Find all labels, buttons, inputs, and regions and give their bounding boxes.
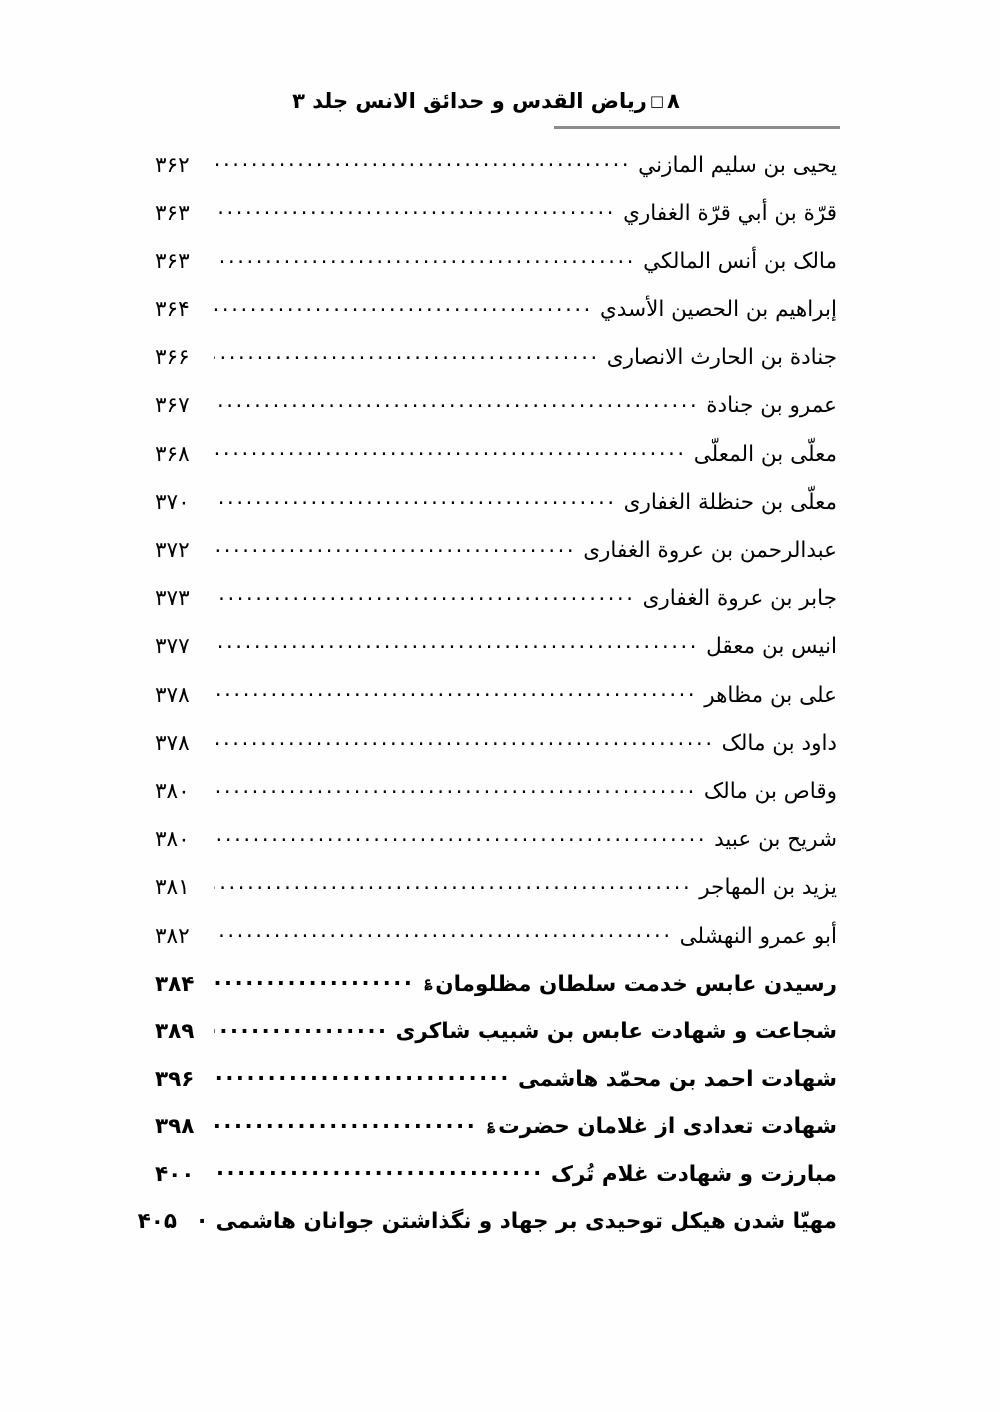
toc-dot-leader	[197, 1207, 209, 1229]
toc-entry-title: عبدالرحمن بن عروة الغفاری	[583, 538, 837, 563]
header-divider	[554, 126, 840, 129]
toc-entry-title: علی بن مظاهر	[704, 682, 837, 708]
toc-entry-title: مهیّا شدن هیکل توحیدی بر جهاد و نگذاشتن جوانان هاشمی	[215, 1209, 837, 1235]
toc-dot-leader	[214, 295, 593, 317]
toc-dot-leader	[214, 680, 697, 702]
toc-entry[interactable]	[137, 1207, 837, 1235]
toc-entry[interactable]	[155, 921, 837, 947]
toc-dot-leader	[214, 969, 414, 991]
toc-dot-leader	[214, 198, 616, 220]
toc-entry-page-number: ۳۷۸	[155, 730, 190, 756]
toc-entry-title: مالک بن أنس المالکي	[643, 248, 837, 274]
toc-entry[interactable]	[155, 198, 837, 224]
toc-dot-leader	[214, 1064, 511, 1086]
toc-dot-leader	[214, 825, 707, 847]
honorific-icon: ؏	[424, 975, 433, 991]
toc-dot-leader	[214, 1159, 544, 1181]
toc-entry[interactable]	[155, 584, 837, 610]
toc-entry[interactable]	[155, 246, 837, 272]
toc-entry-title: وقاص بن مالک	[703, 778, 837, 804]
toc-entry-title: انیس بن معقل	[706, 634, 837, 660]
toc-entry-title: أبو عمرو النهشلی	[679, 923, 837, 949]
toc-entry-page-number: ۳۶۷	[155, 393, 190, 419]
toc-dot-leader	[214, 728, 715, 750]
toc-entry[interactable]	[155, 487, 837, 513]
toc-dot-leader	[214, 246, 636, 268]
toc-entry-page-number: ۳۷۳	[155, 586, 190, 612]
toc-dot-leader	[214, 873, 692, 895]
running-header	[0, 88, 1000, 138]
toc-entry[interactable]	[155, 391, 837, 417]
toc-entry-page-number: ۳۸۱	[155, 875, 190, 901]
toc-entry-page-number: ۳۷۸	[155, 682, 190, 708]
toc-entry-title: شهادت تعدادی از غلامان حضرت؏	[484, 1116, 837, 1138]
toc-entry[interactable]	[155, 680, 837, 706]
toc-entry-page-number: ۳۸۲	[155, 923, 190, 949]
header-book-title: ریاض القدس و حدائق الانس جلد ۳	[292, 89, 647, 113]
toc-entry-page-number: ۳۶۳	[155, 248, 190, 274]
toc-entry-page-number: ۳۶۴	[155, 297, 190, 323]
toc-entry[interactable]	[155, 1159, 837, 1185]
toc-entry[interactable]	[155, 873, 837, 899]
toc-entry[interactable]	[155, 536, 837, 562]
toc-dot-leader	[214, 584, 636, 606]
toc-entry[interactable]	[155, 1064, 837, 1090]
table-of-contents	[137, 150, 837, 1254]
toc-entry[interactable]	[155, 632, 837, 658]
toc-entry-title: معلّی بن حنظلة الغفاری	[623, 489, 837, 515]
toc-dot-leader	[214, 150, 631, 172]
toc-entry-page-number: ۳۷۲	[155, 538, 190, 563]
toc-entry-page-number: ۳۷۰	[155, 489, 190, 515]
toc-entry-title: مبارزت و شهادت غلام تُرک	[550, 1161, 837, 1187]
toc-entry-page-number: ۴۰۵	[137, 1209, 178, 1235]
toc-entry[interactable]	[155, 728, 837, 754]
toc-dot-leader	[214, 439, 687, 461]
toc-entry-title: یحیی بن سلیم المازني	[638, 152, 837, 178]
toc-entry-page-number: ۳۹۸	[155, 1114, 195, 1140]
toc-entry-title: عمرو بن جنادة	[706, 393, 837, 419]
toc-entry[interactable]	[155, 1112, 837, 1138]
toc-entry[interactable]	[155, 439, 837, 465]
toc-entry[interactable]	[155, 776, 837, 802]
header-title-line	[0, 88, 1000, 115]
toc-entry-title: قرّة بن أبي قرّة الغفاري	[623, 200, 837, 226]
toc-entry-title: معلّی بن المعلّی	[693, 441, 837, 467]
toc-entry[interactable]	[155, 295, 837, 321]
toc-dot-leader	[214, 632, 699, 654]
toc-entry-title: یزید بن المهاجر	[699, 875, 837, 901]
toc-entry-page-number: ۳۸۹	[155, 1019, 195, 1045]
toc-dot-leader	[214, 1017, 389, 1039]
toc-entry[interactable]	[155, 150, 837, 176]
toc-entry-title: رسیدن عابس خدمت سلطان مظلومان؏	[421, 974, 837, 996]
toc-entry[interactable]	[155, 1017, 837, 1043]
toc-entry-title: داود بن مالک	[721, 730, 837, 756]
toc-entry-title: جابر بن عروة الغفاری	[642, 586, 837, 612]
header-marker-icon: □	[649, 92, 665, 110]
toc-entry-title: شریح بن عبید	[714, 827, 837, 853]
toc-dot-leader	[214, 776, 697, 798]
toc-entry[interactable]	[155, 343, 837, 369]
toc-entry-page-number: ۳۶۸	[155, 441, 190, 467]
toc-entry-page-number: ۳۷۷	[155, 634, 190, 660]
toc-dot-leader	[214, 1112, 477, 1134]
toc-entry-page-number: ۳۶۶	[155, 345, 190, 371]
toc-entry-title: جنادة بن الحارث الانصاری	[606, 345, 837, 371]
toc-dot-leader	[214, 536, 576, 558]
toc-entry[interactable]	[155, 825, 837, 851]
header-page-number: ۸	[667, 89, 680, 113]
toc-entry[interactable]	[155, 969, 837, 995]
toc-dot-leader	[214, 487, 617, 509]
toc-dot-leader	[214, 391, 699, 413]
toc-entry-page-number: ۳۶۲	[155, 152, 190, 178]
toc-dot-leader	[214, 343, 600, 365]
toc-entry-page-number: ۴۰۰	[155, 1161, 195, 1187]
toc-entry-title: شهادت احمد بن محمّد هاشمی	[517, 1066, 837, 1092]
toc-dot-leader	[214, 921, 673, 943]
honorific-icon: ؏	[487, 1117, 496, 1133]
toc-entry-page-number: ۳۸۰	[155, 827, 190, 853]
toc-entry-title: شجاعت و شهادت عابس بن شبیب شاکری	[395, 1019, 837, 1045]
toc-entry-page-number: ۳۸۴	[155, 971, 195, 997]
toc-entry-page-number: ۳۶۳	[155, 200, 190, 226]
toc-entry-page-number: ۳۸۰	[155, 778, 190, 804]
toc-entry-title: إبراهیم بن الحصین الأسدي	[599, 297, 837, 323]
toc-entry-page-number: ۳۹۶	[155, 1066, 195, 1092]
